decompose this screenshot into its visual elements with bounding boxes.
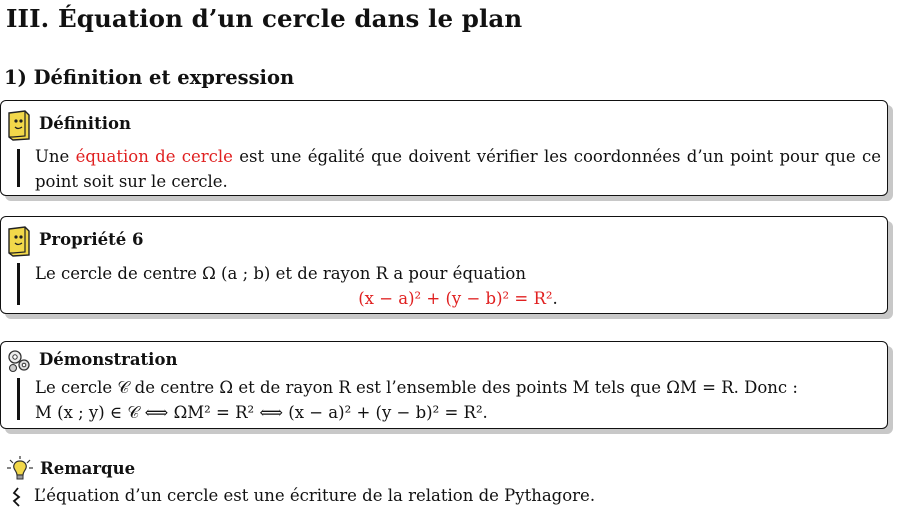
demonstration-line2: M (x ; y) ∈ 𝒞 ⟺ ΩM² = R² ⟺ (x − a)² + (y − b)² = R². bbox=[35, 403, 488, 422]
book-icon bbox=[5, 225, 33, 261]
definition-text-start: Une bbox=[35, 147, 76, 166]
property-line1: Le cercle de centre Ω (a ; b) et de rayon R a pour équation bbox=[35, 264, 526, 283]
property-equation-end: . bbox=[552, 289, 558, 308]
definition-text-end: est une égalité que doivent vérifier les coordonnées d’un point pour que ce point soit sur le cercle. bbox=[35, 147, 881, 191]
section-title: III. Équation d’un cercle dans le plan bbox=[6, 4, 523, 33]
demonstration-line1: Le cercle 𝒞 de centre Ω et de rayon R est l’ensemble des points M tels que ΩM = R. Donc : bbox=[35, 378, 798, 397]
definition-box bbox=[0, 100, 888, 196]
definition-text bbox=[35, 144, 881, 194]
book-icon bbox=[5, 109, 33, 145]
squiggle-icon bbox=[12, 487, 22, 511]
definition-highlight: équation de cercle bbox=[75, 147, 233, 166]
subsection-title: 1) Définition et expression bbox=[4, 66, 295, 89]
demonstration-box bbox=[0, 341, 888, 429]
gears-icon bbox=[5, 347, 33, 379]
demonstration-bar bbox=[17, 378, 20, 420]
definition-title: Définition bbox=[39, 114, 131, 133]
remark-title: Remarque bbox=[40, 459, 136, 478]
property-box bbox=[0, 216, 888, 314]
property-bar bbox=[17, 263, 20, 305]
demonstration-title: Démonstration bbox=[39, 350, 178, 369]
definition-bar bbox=[17, 149, 20, 187]
property-title: Propriété 6 bbox=[39, 230, 144, 249]
property-equation-line bbox=[35, 286, 881, 311]
lightbulb-icon bbox=[6, 456, 34, 486]
property-equation: (x − a)² + (y − b)² = R² bbox=[358, 289, 553, 308]
remark-text: L’équation d’un cercle est une écriture de la relation de Pythagore. bbox=[34, 486, 596, 505]
